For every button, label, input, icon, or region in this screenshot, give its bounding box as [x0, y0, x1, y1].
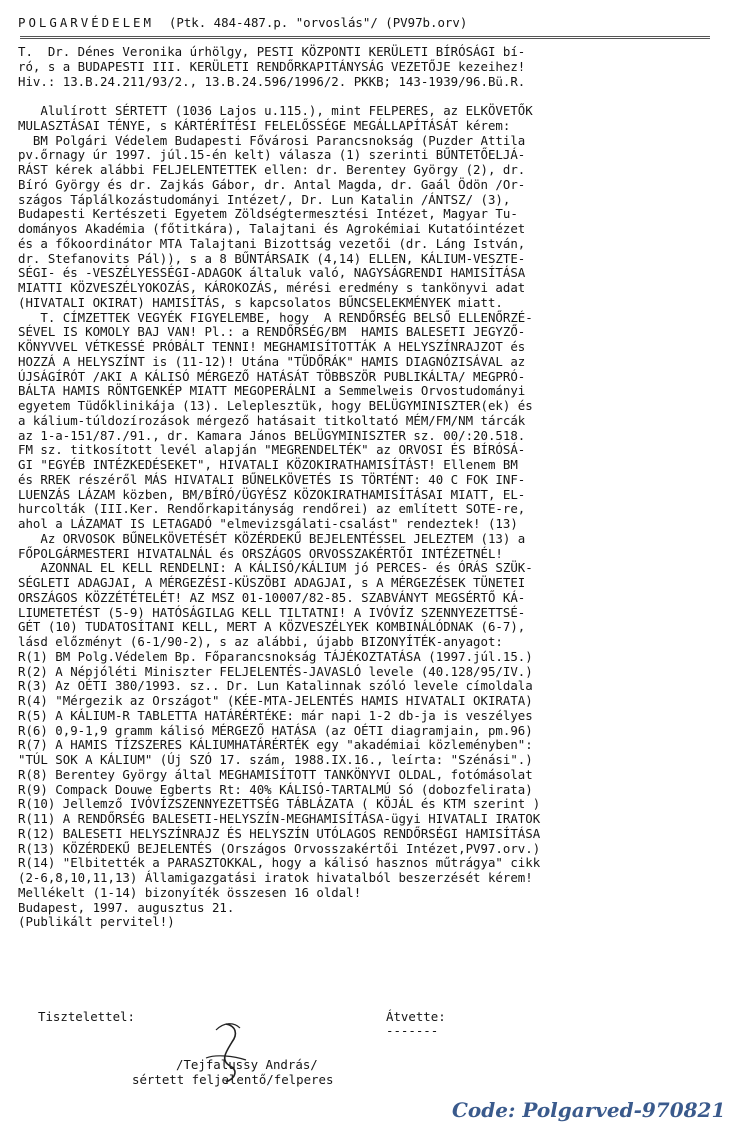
body-line: R(12) BALESETI HELYSZÍNRAJZ ÉS HELYSZÍN UTÓLAGOS RENDŐRSÉGI HAMISÍTÁSA	[18, 825, 541, 841]
received-line: -------	[386, 1023, 439, 1038]
body-line: T. CÍMZETTEK VEGYÉK FIGYELEMBE, hogy A RENDŐRSÉG BELSŐ ELLENŐRZÉ-	[18, 309, 533, 325]
body-line: és a főkoordinátor MTA Talajtani Bizottság vezetői (dr. Láng István,	[18, 235, 526, 251]
body-line: az 1-a-151/87./91., dr. Kamara János BELÜGYMINISZTER sz. 00/:20.518.	[18, 427, 526, 443]
body-line: GÉT (10) TUDATOSÍTANI KELL, MERT A KÖZVESZÉLYEK KOMBINÁLÓDNAK (6-7),	[18, 619, 526, 635]
body-line: Bíró György és dr. Zajkás Gábor, dr. Antal Magda, dr. Gaál Ödön /Or-	[18, 176, 526, 192]
body-line: GI "EGYÉB INTÉZKEDÉSEKET", HIVATALI KÖZOKIRATHAMISÍTÁST! Ellenem BM	[18, 457, 518, 472]
body-line: SÉGLETI ADAGJAI, A MÉRGEZÉSI-KÜSZÖBI ADAGJAI, s A MÉRGEZÉSEK TÜNETEI	[18, 575, 526, 590]
body-line: MIATTI KÖZVESZÉLYOKOZÁS, KÁROKOZÁS, mérési eredmény s tankönyvi adat	[18, 280, 526, 295]
body-line: SÉGI- és -VESZÉLYESSÉGI-ADAGOK általuk való, NAGYSÁGRENDI HAMISÍTÁSA	[18, 265, 526, 281]
body-line: hurcolták (III.Ker. Rendőrkapitányság rendőrei) az említett SOTE-re,	[18, 501, 526, 517]
body-line: ÚJSÁGÍRÓT /AKI A KÁLISÓ MÉRGEZŐ HATÁSÁT TÖBBSZÖR PUBLIKÁLTA/ MEGPRÓ-	[18, 368, 526, 384]
body-line: R(5) A KÁLIUM-R TABLETTA HATÁRÉRTÉKE: már napi 1-2 db-ja is veszélyes	[18, 707, 533, 723]
body-line: Az ORVOSOK BŰNELKÖVETÉSÉT KÖZÉRDEKŰ BEJELENTÉSSEL JELEZTEM (13) a	[18, 530, 526, 546]
body-line: SÉVEL IS KOMOLY BAJ VAN! Pl.: a RENDŐRSÉG/BM HAMIS BALESETI JEGYZŐ-	[18, 324, 526, 340]
header-subtitle: (Ptk. 484-487.p. "orvoslás"/ (PV97b.orv)	[168, 15, 468, 30]
body-line: T. Dr. Dénes Veronika úrhölgy, PESTI KÖZPONTI KERÜLETI BÍRÓSÁGI bí-	[18, 44, 526, 59]
body-line: LUENZÁS LÁZAM közben, BM/BÍRÓ/ÜGYÉSZ KÖZOKIRATHAMISÍTÁSAI MIATT, EL-	[18, 486, 526, 502]
body-line: és RREK részéről MÁS HIVATALI BŰNELKÖVETÉS IS TÖRTÉNT: 40 C FOK INF-	[18, 471, 526, 487]
body-line: MULASZTÁSAI TÉNYE, s KÁRTÉRÍTÉSI FELELŐSSÉGE MEGÁLLAPÍTÁSÁT kérem:	[18, 117, 511, 133]
body-line: BM Polgári Védelem Budapesti Fővárosi Parancsnokság (Puzder Attila	[18, 132, 526, 148]
body-line: dományos Akadémia (főtitkára), Talajtani és Agrokémiai Kutatóintézet	[18, 221, 526, 236]
body-line: Mellékelt (1-14) bizonyíték összesen 16 oldal!	[18, 884, 362, 900]
body-line: AZONNAL EL KELL RENDELNI: A KÁLISÓ/KÁLIUM jó PERCES- és ÓRÁS SZÜK-	[18, 560, 533, 576]
body-line: FM sz. titkosított levél alapján "MEGRENDELTÉK" az ORVOSI ÉS BÍRÓSÁ-	[18, 442, 526, 458]
signer-name: /Tejfalussy András/	[176, 1057, 318, 1072]
body-line: R(6) 0,9-1,9 gramm kálisó MÉRGEZŐ HATÁSA (az OÉTI diagramjain, pm.96)	[18, 722, 533, 738]
header-rule-2	[20, 38, 710, 39]
body-line: lásd előzményt (6-1/90-2), s az alábbi, újabb BIZONYÍTÉK-anyagot:	[18, 634, 503, 649]
body-line: pv.őrnagy úr 1997. júl.15-én kelt) válasza (1) szerinti BŰNTETŐELJÁ-	[18, 147, 526, 163]
signer-role: sértett feljelentő/felperes	[132, 1072, 334, 1087]
body-line: R(8) Berentey György által MEGHAMISÍTOTT TANKÖNYVI OLDAL, fotómásolat	[18, 766, 533, 782]
header-title: POLGARVÉDELEM	[18, 15, 154, 30]
body-line: R(3) Az OÉTI 380/1993. sz.. Dr. Lun Katalinnak szóló levele címoldala	[18, 678, 533, 694]
document-code: Code: Polgarved-970821	[452, 1098, 726, 1122]
body-line: R(2) A Népjóléti Miniszter FELJELENTÉS-JAVASLÓ levele (40.128/95/IV.)	[18, 663, 533, 679]
body-line: KÖNYVVEL VÉTKESSÉ PRÓBÁLT TENNI! MEGHAMISÍTOTTÁK A HELYSZÍNRAJZOT és	[18, 339, 526, 354]
body-line: egyetem Tüdőklinikája (13). Leleplesztük, hogy BELÜGYMINISZTER(ek) és	[18, 398, 533, 413]
body-line: R(4) "Mérgezik az Országot" (KÉE-MTA-JELENTÉS HAMIS HIVATALI OKIRATA)	[18, 693, 533, 708]
body-line: R(11) A RENDŐRSÉG BALESETI-HELYSZÍN-MEGHAMISÍTÁSA-ügyi HIVATALI IRATOK	[18, 811, 541, 826]
body-line: Hiv.: 13.B.24.211/93/2., 13.B.24.596/1996/2. PKKB; 143-1939/96.Bü.R.	[18, 73, 526, 89]
body-line: (HIVATALI OKIRAT) HAMISÍTÁS, s kapcsolatos BŰNCSELEKMÉNYEK miatt.	[18, 294, 503, 310]
body-line: ORSZÁGOS KÖZZÉTÉTELÉT! AZ MSZ 01-10007/82-85. SZABVÁNYT MEGSÉRTŐ KÁ-	[18, 589, 526, 605]
body-line: LIUMETETÉST (5-9) HATÓSÁGILAG KELL TILTATNI! A IVÓVÍZ SZENNYEZETTSÉ-	[18, 604, 526, 620]
received-label: Átvette:	[386, 1009, 446, 1024]
header-rule	[20, 36, 710, 37]
body-line: R(9) Compack Douwe Egberts Rt: 40% KÁLISÓ-TARTALMÚ Só (dobozfelirata)	[18, 781, 533, 797]
body-line: RÁST kérek alábbi FELJELENTETTEK ellen: dr. Berentey György (2), dr.	[18, 162, 526, 177]
document-header	[18, 16, 718, 30]
body-line: Budapest, 1997. augusztus 21.	[18, 899, 235, 915]
body-line: R(14) "Elbitették a PARASZTOKKAL, hogy a kálisó hasznos műtrágya" cikk	[18, 855, 541, 871]
body-line: R(13) KÖZÉRDEKŰ BEJELENTÉS (Országos Orvosszakértői Intézet,PV97.orv.)	[18, 840, 541, 856]
body-line: R(7) A HAMIS TÍZSZERES KÁLIUMHATÁRÉRTÉK egy "akadémiai közleményben":	[18, 737, 533, 753]
body-line: R(10) Jellemző IVÓVÍZSZENNYEZETTSÉG TÁBLÁZATA ( KÖJÁL és KTM szerint )	[18, 796, 541, 812]
body-line: dr. Stefanovits Pál)), s a 8 BŰNTÁRSAIK (4,14) ELLEN, KÁLIUM-VESZTE-	[18, 250, 526, 266]
body-line: (2-6,8,10,11,13) Államigazgatási iratok hivatalból beszerzését kérem!	[18, 870, 533, 885]
body-line: BÁLTA HAMIS RÖNTGENKÉP MIATT MEGOPERÁLNI a Semmelweis Orvostudományi	[18, 383, 526, 399]
body-line: ró, s a BUDAPESTI III. KERÜLETI RENDŐRKAPITÁNYSÁG VEZETŐJE kezeihez!	[18, 58, 526, 74]
body-line: FŐPOLGÁRMESTERI HIVATALNÁL és ORSZÁGOS ORVOSSZAKÉRTŐI INTÉZETNÉL!	[18, 545, 503, 561]
body-line: HOZZÁ A HELYSZÍNT is (11-12)! Utána "TÜDŐRÁK" HAMIS DIAGNÓZISÁVAL az	[18, 353, 526, 369]
body-line: "TÚL SOK A KÁLIUM" (Új SZÓ 17. szám, 1988.IX.16., leírta: "Szénási".)	[18, 752, 533, 767]
body-line: (Publikált pervitel!)	[18, 914, 175, 930]
body-line: a kálium-túldozírozások mérgező hatásait titkoltató MÉM/FM/NM tárcák	[18, 412, 526, 428]
body-line: R(1) BM Polg.Védelem Bp. Főparancsnokság TÁJÉKOZTATÁSA (1997.júl.15.)	[18, 648, 533, 664]
body-line: Budapesti Kertészeti Egyetem Zöldségtermesztési Intézet, Magyar Tu-	[18, 206, 518, 222]
body-line: ahol a LÁZAMAT IS LETAGADÓ "elmevizsgálati-csalást" rendeztek! (13)	[18, 516, 518, 531]
handwritten-signature-icon	[186, 1020, 276, 1090]
body-line: Alulírott SÉRTETT (1036 Lajos u.115.), mint FELPERES, az ELKÖVETŐK	[18, 103, 533, 118]
body-line: szágos Táplálkozástudományi Intézet/, Dr. Lun Katalin /ÁNTSZ/ (3),	[18, 191, 511, 207]
greeting: Tisztelettel:	[38, 1009, 135, 1024]
